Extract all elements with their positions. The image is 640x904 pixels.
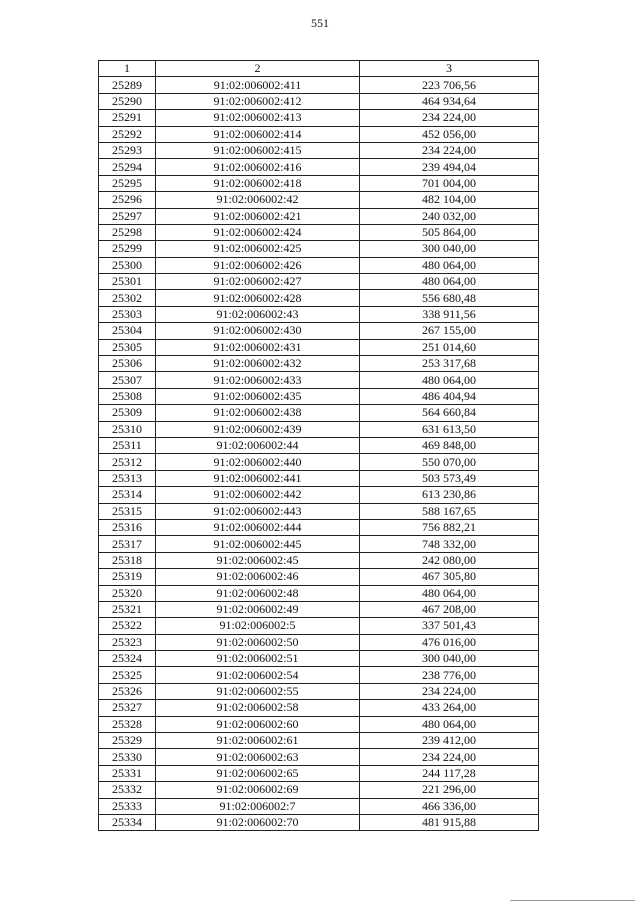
- row-number-cell: 25304: [99, 323, 156, 339]
- row-number-cell: 25305: [99, 339, 156, 355]
- cadastral-number-cell: 91:02:006002:443: [156, 503, 360, 519]
- cadastral-value-cell: 466 336,00: [360, 798, 539, 814]
- row-number-cell: 25319: [99, 569, 156, 585]
- table-row: [99, 487, 539, 503]
- cadastral-number-cell: 91:02:006002:418: [156, 175, 360, 191]
- cadastral-number-cell: 91:02:006002:45: [156, 552, 360, 568]
- cadastral-value-cell: 253 317,68: [360, 356, 539, 372]
- table-row: [99, 454, 539, 470]
- cadastral-number-cell: 91:02:006002:439: [156, 421, 360, 437]
- cadastral-number-cell: 91:02:006002:424: [156, 224, 360, 240]
- row-number-cell: 25322: [99, 618, 156, 634]
- cadastral-number-cell: 91:02:006002:70: [156, 814, 360, 830]
- cadastral-number-cell: 91:02:006002:413: [156, 110, 360, 126]
- row-number-cell: 25292: [99, 126, 156, 142]
- cadastral-value-cell: 701 004,00: [360, 175, 539, 191]
- row-number-cell: 25306: [99, 356, 156, 372]
- table-row: [99, 716, 539, 732]
- table-row: [99, 241, 539, 257]
- cadastral-value-cell: 240 032,00: [360, 208, 539, 224]
- cadastral-number-cell: 91:02:006002:58: [156, 700, 360, 716]
- table-row: [99, 421, 539, 437]
- cadastral-value-cell: 756 882,21: [360, 519, 539, 535]
- row-number-cell: 25300: [99, 257, 156, 273]
- row-number-cell: 25317: [99, 536, 156, 552]
- row-number-cell: 25290: [99, 93, 156, 109]
- table-row: [99, 503, 539, 519]
- cadastral-number-cell: 91:02:006002:432: [156, 356, 360, 372]
- cadastral-number-cell: 91:02:006002:426: [156, 257, 360, 273]
- cadastral-number-cell: 91:02:006002:442: [156, 487, 360, 503]
- cadastral-value-cell: 223 706,56: [360, 77, 539, 93]
- cadastral-value-cell: 482 104,00: [360, 192, 539, 208]
- table-row: [99, 77, 539, 93]
- cadastral-value-cell: 476 016,00: [360, 634, 539, 650]
- table-row: [99, 159, 539, 175]
- row-number-cell: 25313: [99, 470, 156, 486]
- cadastral-value-cell: 480 064,00: [360, 716, 539, 732]
- cadastral-number-cell: 91:02:006002:421: [156, 208, 360, 224]
- cadastral-value-cell: 588 167,65: [360, 503, 539, 519]
- table-row: [99, 585, 539, 601]
- table-row: [99, 601, 539, 617]
- table-row: [99, 782, 539, 798]
- cadastral-number-cell: 91:02:006002:433: [156, 372, 360, 388]
- table-row: [99, 569, 539, 585]
- row-number-cell: 25311: [99, 437, 156, 453]
- table-row: [99, 634, 539, 650]
- cadastral-value-cell: 505 864,00: [360, 224, 539, 240]
- row-number-cell: 25321: [99, 601, 156, 617]
- cadastral-number-cell: 91:02:006002:49: [156, 601, 360, 617]
- row-number-cell: 25318: [99, 552, 156, 568]
- row-number-cell: 25298: [99, 224, 156, 240]
- table-row: [99, 651, 539, 667]
- cadastral-number-cell: 91:02:006002:7: [156, 798, 360, 814]
- cadastral-number-cell: 91:02:006002:63: [156, 749, 360, 765]
- row-number-cell: 25325: [99, 667, 156, 683]
- page-number: 551: [311, 16, 329, 30]
- table-row: [99, 470, 539, 486]
- cadastral-value-cell: 469 848,00: [360, 437, 539, 453]
- cadastral-value-cell: 613 230,86: [360, 487, 539, 503]
- table-row: [99, 126, 539, 142]
- table-row: [99, 110, 539, 126]
- table-row: [99, 618, 539, 634]
- row-number-cell: 25312: [99, 454, 156, 470]
- cadastral-value-cell: 234 224,00: [360, 749, 539, 765]
- table-row: [99, 142, 539, 158]
- cadastral-value-cell: 748 332,00: [360, 536, 539, 552]
- cadastral-number-cell: 91:02:006002:427: [156, 274, 360, 290]
- row-number-cell: 25309: [99, 405, 156, 421]
- row-number-cell: 25294: [99, 159, 156, 175]
- table-row: [99, 372, 539, 388]
- table-row: [99, 700, 539, 716]
- row-number-cell: 25296: [99, 192, 156, 208]
- table-row: [99, 667, 539, 683]
- table-row: [99, 388, 539, 404]
- row-number-cell: 25323: [99, 634, 156, 650]
- column-header-1: 1: [99, 61, 156, 77]
- cadastral-value-cell: 234 224,00: [360, 142, 539, 158]
- cadastral-number-cell: 91:02:006002:428: [156, 290, 360, 306]
- table-row: [99, 733, 539, 749]
- column-header-3: 3: [360, 61, 539, 77]
- cadastral-value-cell: 503 573,49: [360, 470, 539, 486]
- row-number-cell: 25331: [99, 765, 156, 781]
- cadastral-number-cell: 91:02:006002:414: [156, 126, 360, 142]
- cadastral-number-cell: 91:02:006002:416: [156, 159, 360, 175]
- cadastral-value-cell: 467 208,00: [360, 601, 539, 617]
- cadastral-value-cell: 238 776,00: [360, 667, 539, 683]
- table-row: [99, 683, 539, 699]
- row-number-cell: 25303: [99, 306, 156, 322]
- table-row: [99, 765, 539, 781]
- cadastral-value-cell: 267 155,00: [360, 323, 539, 339]
- row-number-cell: 25307: [99, 372, 156, 388]
- row-number-cell: 25333: [99, 798, 156, 814]
- cadastral-number-cell: 91:02:006002:425: [156, 241, 360, 257]
- cadastral-number-cell: 91:02:006002:48: [156, 585, 360, 601]
- cadastral-number-cell: 91:02:006002:441: [156, 470, 360, 486]
- cadastral-number-cell: 91:02:006002:445: [156, 536, 360, 552]
- row-number-cell: 25299: [99, 241, 156, 257]
- cadastral-number-cell: 91:02:006002:412: [156, 93, 360, 109]
- table-row: [99, 798, 539, 814]
- table-header-row: [99, 61, 539, 77]
- cadastral-value-cell: 480 064,00: [360, 257, 539, 273]
- cadastral-value-table: [98, 60, 539, 831]
- cadastral-value-cell: 480 064,00: [360, 585, 539, 601]
- cadastral-value-cell: 631 613,50: [360, 421, 539, 437]
- cadastral-number-cell: 91:02:006002:51: [156, 651, 360, 667]
- page-edge-line: [510, 900, 635, 901]
- cadastral-value-cell: 244 117,28: [360, 765, 539, 781]
- table-row: [99, 175, 539, 191]
- table-row: [99, 405, 539, 421]
- cadastral-number-cell: 91:02:006002:415: [156, 142, 360, 158]
- cadastral-number-cell: 91:02:006002:430: [156, 323, 360, 339]
- table-row: [99, 192, 539, 208]
- cadastral-value-cell: 239 412,00: [360, 733, 539, 749]
- cadastral-value-cell: 564 660,84: [360, 405, 539, 421]
- table-row: [99, 306, 539, 322]
- row-number-cell: 25295: [99, 175, 156, 191]
- table-row: [99, 224, 539, 240]
- row-number-cell: 25332: [99, 782, 156, 798]
- cadastral-number-cell: 91:02:006002:44: [156, 437, 360, 453]
- cadastral-number-cell: 91:02:006002:69: [156, 782, 360, 798]
- row-number-cell: 25291: [99, 110, 156, 126]
- cadastral-value-cell: 239 494,04: [360, 159, 539, 175]
- row-number-cell: 25328: [99, 716, 156, 732]
- table-row: [99, 437, 539, 453]
- cadastral-value-cell: 433 264,00: [360, 700, 539, 716]
- table-row: [99, 536, 539, 552]
- table-row: [99, 356, 539, 372]
- cadastral-number-cell: 91:02:006002:54: [156, 667, 360, 683]
- cadastral-value-cell: 480 064,00: [360, 372, 539, 388]
- table-row: [99, 208, 539, 224]
- cadastral-value-cell: 337 501,43: [360, 618, 539, 634]
- row-number-cell: 25326: [99, 683, 156, 699]
- cadastral-number-cell: 91:02:006002:444: [156, 519, 360, 535]
- row-number-cell: 25289: [99, 77, 156, 93]
- cadastral-value-cell: 234 224,00: [360, 683, 539, 699]
- cadastral-number-cell: 91:02:006002:55: [156, 683, 360, 699]
- cadastral-value-cell: 550 070,00: [360, 454, 539, 470]
- table-row: [99, 323, 539, 339]
- cadastral-number-cell: 91:02:006002:438: [156, 405, 360, 421]
- cadastral-value-cell: 480 064,00: [360, 274, 539, 290]
- row-number-cell: 25293: [99, 142, 156, 158]
- cadastral-value-cell: 467 305,80: [360, 569, 539, 585]
- row-number-cell: 25310: [99, 421, 156, 437]
- row-number-cell: 25324: [99, 651, 156, 667]
- table-row: [99, 257, 539, 273]
- table-row: [99, 93, 539, 109]
- cadastral-value-cell: 251 014,60: [360, 339, 539, 355]
- row-number-cell: 25316: [99, 519, 156, 535]
- cadastral-value-cell: 300 040,00: [360, 241, 539, 257]
- row-number-cell: 25302: [99, 290, 156, 306]
- table-row: [99, 339, 539, 355]
- row-number-cell: 25308: [99, 388, 156, 404]
- cadastral-number-cell: 91:02:006002:435: [156, 388, 360, 404]
- row-number-cell: 25320: [99, 585, 156, 601]
- cadastral-value-cell: 556 680,48: [360, 290, 539, 306]
- row-number-cell: 25330: [99, 749, 156, 765]
- cadastral-value-cell: 300 040,00: [360, 651, 539, 667]
- cadastral-number-cell: 91:02:006002:5: [156, 618, 360, 634]
- table-body: [99, 77, 539, 831]
- cadastral-number-cell: 91:02:006002:411: [156, 77, 360, 93]
- table-row: [99, 814, 539, 830]
- row-number-cell: 25315: [99, 503, 156, 519]
- row-number-cell: 25314: [99, 487, 156, 503]
- cadastral-number-cell: 91:02:006002:43: [156, 306, 360, 322]
- cadastral-value-cell: 234 224,00: [360, 110, 539, 126]
- cadastral-value-cell: 464 934,64: [360, 93, 539, 109]
- row-number-cell: 25301: [99, 274, 156, 290]
- cadastral-number-cell: 91:02:006002:42: [156, 192, 360, 208]
- cadastral-value-cell: 486 404,94: [360, 388, 539, 404]
- cadastral-number-cell: 91:02:006002:440: [156, 454, 360, 470]
- cadastral-value-cell: 242 080,00: [360, 552, 539, 568]
- cadastral-number-cell: 91:02:006002:46: [156, 569, 360, 585]
- cadastral-value-cell: 221 296,00: [360, 782, 539, 798]
- table-row: [99, 274, 539, 290]
- row-number-cell: 25334: [99, 814, 156, 830]
- row-number-cell: 25327: [99, 700, 156, 716]
- cadastral-number-cell: 91:02:006002:60: [156, 716, 360, 732]
- table-row: [99, 749, 539, 765]
- cadastral-value-cell: 452 056,00: [360, 126, 539, 142]
- cadastral-value-cell: 338 911,56: [360, 306, 539, 322]
- table-row: [99, 552, 539, 568]
- cadastral-number-cell: 91:02:006002:65: [156, 765, 360, 781]
- table-row: [99, 519, 539, 535]
- cadastral-value-cell: 481 915,88: [360, 814, 539, 830]
- cadastral-number-cell: 91:02:006002:50: [156, 634, 360, 650]
- row-number-cell: 25297: [99, 208, 156, 224]
- cadastral-number-cell: 91:02:006002:431: [156, 339, 360, 355]
- table-row: [99, 290, 539, 306]
- column-header-2: 2: [156, 61, 360, 77]
- row-number-cell: 25329: [99, 733, 156, 749]
- cadastral-number-cell: 91:02:006002:61: [156, 733, 360, 749]
